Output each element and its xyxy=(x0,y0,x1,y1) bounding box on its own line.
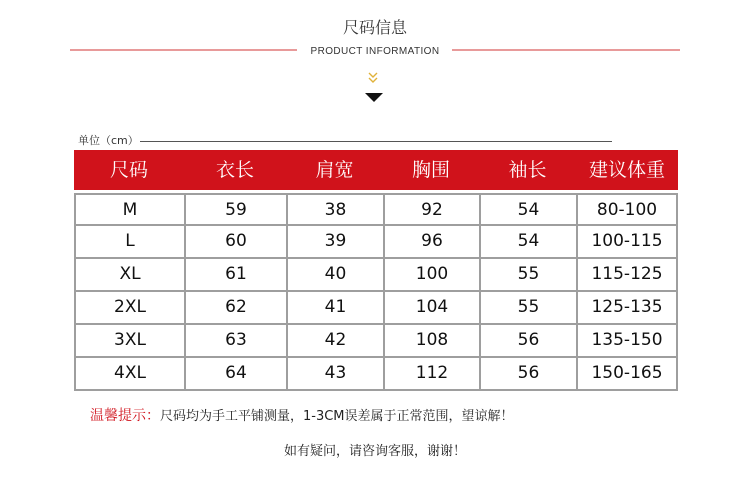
cell-weight: 150-165 xyxy=(576,358,678,391)
size-table xyxy=(74,150,678,390)
cell-weight: 100-115 xyxy=(576,226,678,259)
table-row xyxy=(74,259,678,292)
cell-shoulder: 41 xyxy=(286,292,383,325)
cell-sleeve: 54 xyxy=(479,226,576,259)
cell-chest: 104 xyxy=(383,292,479,325)
triangle-down-icon xyxy=(365,93,383,102)
cell-size: 3XL xyxy=(74,325,184,358)
unit-divider xyxy=(140,141,612,142)
cell-chest: 112 xyxy=(383,358,479,391)
cell-sleeve: 55 xyxy=(479,292,576,325)
cell-length: 59 xyxy=(184,193,286,226)
cell-sleeve: 54 xyxy=(479,193,576,226)
table-row xyxy=(74,325,678,358)
cell-weight: 135-150 xyxy=(576,325,678,358)
cell-shoulder: 40 xyxy=(286,259,383,292)
cell-size: M xyxy=(74,193,184,226)
cell-shoulder: 42 xyxy=(286,325,383,358)
column-header-chest: 胸围 xyxy=(411,159,450,181)
cell-size: 2XL xyxy=(74,292,184,325)
cell-length: 62 xyxy=(184,292,286,325)
notice-body: 尺码均为手工平铺测量，1-3CM误差属于正常范围，望谅解！ xyxy=(160,409,514,424)
table-row xyxy=(74,193,678,226)
cell-sleeve: 56 xyxy=(479,325,576,358)
table-row xyxy=(74,358,678,391)
cell-length: 61 xyxy=(184,259,286,292)
cell-weight: 125-135 xyxy=(576,292,678,325)
column-header-weight: 建议体重 xyxy=(588,159,665,181)
unit-label: 单位（cm） xyxy=(78,134,139,147)
cell-sleeve: 56 xyxy=(479,358,576,391)
cell-shoulder: 38 xyxy=(286,193,383,226)
cell-weight: 115-125 xyxy=(576,259,678,292)
cell-shoulder: 39 xyxy=(286,226,383,259)
table-row xyxy=(74,292,678,325)
column-header-shoulder: 肩宽 xyxy=(315,159,354,181)
cell-length: 60 xyxy=(184,226,286,259)
table-row xyxy=(74,226,678,259)
cell-chest: 92 xyxy=(383,193,479,226)
notice-label: 温馨提示： xyxy=(90,408,160,424)
cell-length: 63 xyxy=(184,325,286,358)
table-header-row xyxy=(74,150,678,190)
cell-chest: 96 xyxy=(383,226,479,259)
cell-chest: 100 xyxy=(383,259,479,292)
column-header-sleeve: 袖长 xyxy=(508,159,547,181)
column-header-size: 尺码 xyxy=(109,159,148,181)
cell-size: 4XL xyxy=(74,358,184,391)
column-header-length: 衣长 xyxy=(215,159,254,181)
cell-size: L xyxy=(74,226,184,259)
cell-sleeve: 55 xyxy=(479,259,576,292)
section-subtitle: PRODUCT INFORMATION xyxy=(310,46,440,57)
notice-text xyxy=(90,405,514,425)
cell-size: XL xyxy=(74,259,184,292)
contact-text: 如有疑问，请咨询客服，谢谢！ xyxy=(283,444,466,459)
double-chevron-down-icon xyxy=(368,72,378,86)
cell-length: 64 xyxy=(184,358,286,391)
cell-shoulder: 43 xyxy=(286,358,383,391)
cell-chest: 108 xyxy=(383,325,479,358)
section-title: 尺码信息 xyxy=(342,18,407,37)
cell-weight: 80-100 xyxy=(576,193,678,226)
